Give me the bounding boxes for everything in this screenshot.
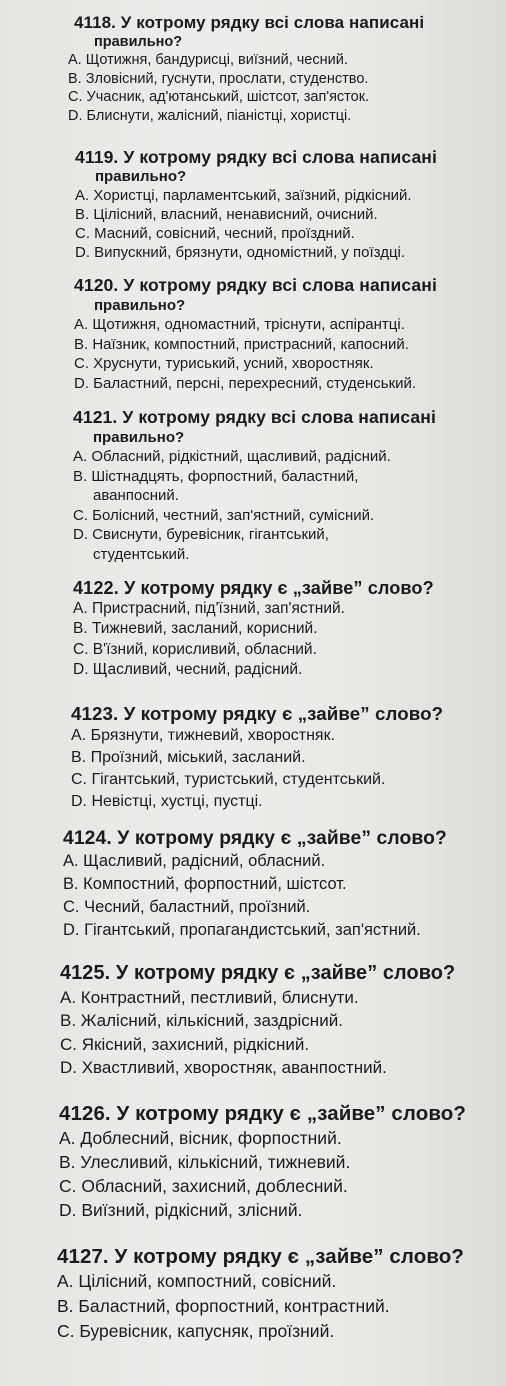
question-title: 4120. У котрому рядку всі слова написані (74, 275, 437, 295)
option-c: C. Учасник, ад'ютанський, шістсот, зап'ясток. (68, 89, 370, 105)
question-title-cont: правильно? (94, 296, 186, 314)
option-a: A. Щотижня, бандурисці, виїзний, чесний. (68, 52, 348, 68)
question-4119 (75, 148, 437, 262)
option-a: A. Пристрасний, під'їзний, зап'ястний. (73, 599, 345, 617)
option-b: B. Зловісний, гуснути, прослати, студенство. (68, 70, 369, 87)
option-b: B. Улесливий, кількісний, тижневий. (59, 1152, 351, 1172)
option-d: D. Гігантський, пропагандистський, зап'ястний. (63, 921, 421, 939)
option-b: B. Шістнадцять, форпостний, баластний, (73, 467, 359, 485)
question-title-cont: правильно? (94, 33, 183, 50)
question-4125 (60, 962, 455, 1080)
question-4127 (57, 1244, 464, 1344)
option-a: A. Доблесний, вісник, форпостний. (59, 1128, 342, 1148)
option-b: B. Цілісний, власний, ненависний, очисний. (75, 206, 378, 223)
question-title: 4121. У котрому рядку всі слова написані (73, 407, 436, 427)
question-4120 (74, 276, 437, 393)
question-title: 4118. У котрому рядку всі слова написані (74, 13, 425, 32)
question-title: 4127. У котрому рядку є „зайве” слово? (57, 1245, 464, 1268)
option-d: D. Блиснути, жалісний, піаністці, хористці. (68, 107, 352, 124)
question-4122 (73, 578, 434, 681)
option-d: D. Виїзний, рідкісний, злісний. (59, 1200, 303, 1220)
question-4126 (59, 1102, 466, 1222)
option-c: C. Чесний, баластний, проїзний. (63, 898, 311, 916)
option-c: C. Обласний, захисний, доблесний. (59, 1176, 348, 1196)
question-4123 (71, 703, 443, 813)
option-b: B. Компостний, форпостний, шістсот. (63, 875, 347, 893)
option-a: A. Щасливий, радісний, обласний. (63, 852, 326, 870)
question-title: 4122. У котрому рядку є „зайве” слово? (73, 578, 434, 598)
question-title: 4125. У котрому рядку є „зайве” слово? (60, 962, 456, 984)
question-4124 (63, 827, 447, 942)
question-4121 (73, 408, 436, 564)
option-a: A. Обласний, рідкістний, щасливий, радісний. (73, 448, 391, 465)
option-d: D. Свиснути, буревісник, гігантський, (73, 526, 329, 543)
option-a: A. Контрастний, пестливий, блиснути. (60, 987, 359, 1007)
option-b: B. Баластний, форпостний, контрастний. (57, 1296, 390, 1316)
option-c: C. Масний, совісний, чесний, проїздний. (75, 225, 355, 242)
question-title: 4126. У котрому рядку є „зайве” слово? (59, 1102, 466, 1125)
question-title: 4124. У котрому рядку є „зайве” слово? (63, 828, 447, 849)
question-title: 4119. У котрому рядку всі слова написані (75, 147, 437, 167)
option-c: C. Хруснути, туриський, усний, хворостняк. (74, 355, 374, 372)
option-b: B. Тижневий, засланий, корисний. (73, 620, 318, 637)
option-c: C. Гігантський, туристський, студентський. (71, 771, 386, 788)
option-c: C. Якісний, захисний, рідкісний. (60, 1034, 310, 1054)
option-b: B. Наїзник, компостний, пристрасний, капосний. (74, 335, 409, 353)
option-d: D. Щасливий, чесний, радісний. (73, 661, 303, 678)
option-a: A. Брязнути, тижневий, хворостняк. (71, 727, 336, 744)
option-a: A. Щотижня, одномастний, тріснути, аспірантці. (74, 316, 405, 333)
option-c: C. Буревісник, капусняк, проїзний. (57, 1321, 335, 1341)
question-4118 (68, 13, 425, 125)
option-b: B. Жалісний, кількісний, заздрісний. (60, 1011, 343, 1030)
option-c: C. В'їзний, кориcливий, обласний. (73, 640, 317, 658)
option-c: C. Болісний, честний, зап'ястний, сумісний. (73, 506, 375, 524)
option-b: B. Проїзний, міський, засланий. (71, 749, 306, 766)
option-d: D. Хвастливий, хворостняк, аванпостний. (60, 1058, 387, 1077)
option-d: D. Випускний, брязнути, одномістний, у поїздці. (75, 244, 406, 261)
option-a: A. Хористці, парламентський, заїзний, рідкісний. (75, 187, 412, 204)
option-a: A. Цілісний, компостний, совісний. (57, 1271, 337, 1291)
question-title: 4123. У котрому рядку є „зайве” слово? (71, 703, 444, 724)
option-b-cont: аванпосний. (93, 487, 179, 504)
question-title-cont: правильно? (95, 168, 187, 185)
question-title-cont: правильно? (93, 428, 185, 446)
option-d: D. Невістці, хустці, пустці. (71, 793, 263, 810)
option-d: D. Баластний, персні, перехресний, студенський. (74, 374, 417, 392)
option-d-cont: студентський. (93, 545, 190, 563)
